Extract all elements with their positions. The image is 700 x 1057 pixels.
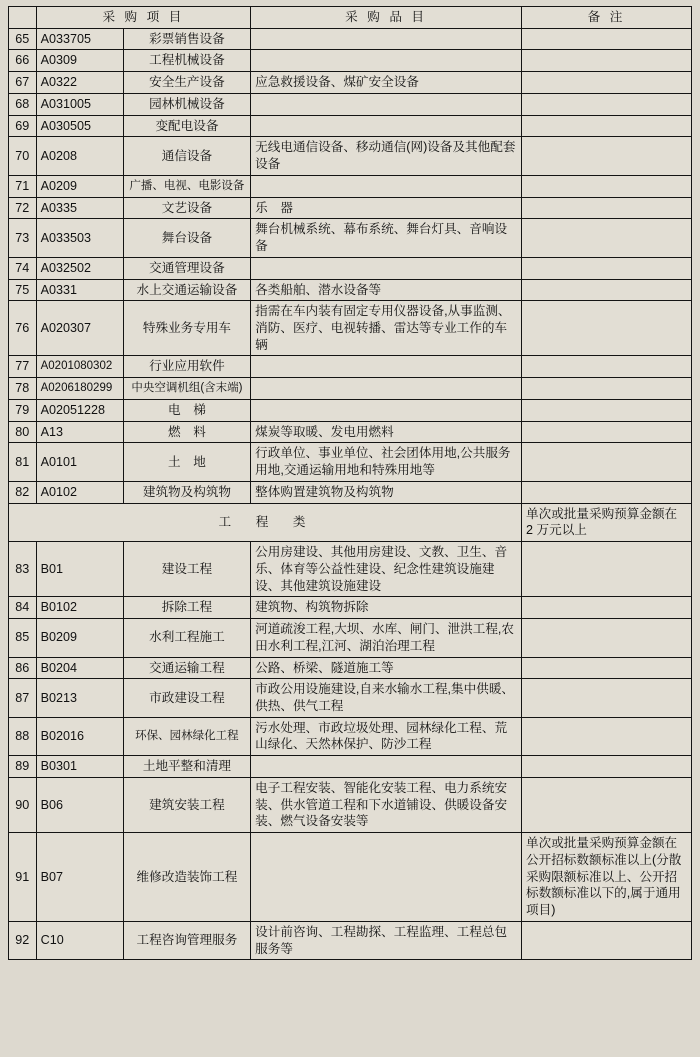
row-procurement-item: [251, 378, 522, 400]
row-project-name: 市政建设工程: [123, 679, 250, 717]
row-code: C10: [36, 921, 123, 959]
row-remark: [522, 399, 692, 421]
table-row: [9, 257, 692, 279]
section-label: 工 程 类: [9, 503, 522, 541]
row-remark: [522, 50, 692, 72]
table-row: [9, 279, 692, 301]
row-procurement-item: [251, 756, 522, 778]
table-row: [9, 72, 692, 94]
section-remark: 单次或批量采购预算金额在 2 万元以上: [522, 503, 692, 541]
row-procurement-item: [251, 833, 522, 922]
row-number: 85: [9, 619, 37, 657]
table-row: [9, 443, 692, 481]
row-remark: [522, 443, 692, 481]
row-procurement-item: 设计前咨询、工程勘探、工程监理、工程总包服务等: [251, 921, 522, 959]
procurement-table: [8, 6, 692, 960]
row-remark: [522, 421, 692, 443]
table-header: [9, 7, 692, 29]
row-remark: [522, 28, 692, 50]
table-row: [9, 833, 692, 922]
row-procurement-item: [251, 175, 522, 197]
row-code: A0309: [36, 50, 123, 72]
table-row: [9, 219, 692, 257]
row-number: 87: [9, 679, 37, 717]
row-project-name: 通信设备: [123, 137, 250, 175]
row-code: A0209: [36, 175, 123, 197]
row-project-name: 建筑安装工程: [123, 777, 250, 832]
table-row: [9, 175, 692, 197]
row-procurement-item: [251, 93, 522, 115]
table-row: [9, 197, 692, 219]
row-number: 68: [9, 93, 37, 115]
row-project-name: 建筑物及构筑物: [123, 481, 250, 503]
row-code: A0322: [36, 72, 123, 94]
table-row: [9, 28, 692, 50]
row-code: A033705: [36, 28, 123, 50]
row-remark: [522, 137, 692, 175]
row-number: 82: [9, 481, 37, 503]
row-project-name: 舞台设备: [123, 219, 250, 257]
row-remark: [522, 679, 692, 717]
row-procurement-item: 煤炭等取暖、发电用燃料: [251, 421, 522, 443]
row-number: 89: [9, 756, 37, 778]
row-number: 80: [9, 421, 37, 443]
row-procurement-item: 无线电通信设备、移动通信(网)设备及其他配套设备: [251, 137, 522, 175]
row-code: B0213: [36, 679, 123, 717]
row-number: 66: [9, 50, 37, 72]
row-project-name: 工程咨询管理服务: [123, 921, 250, 959]
row-code: A0331: [36, 279, 123, 301]
table-row: [9, 679, 692, 717]
row-number: 90: [9, 777, 37, 832]
row-procurement-item: 行政单位、事业单位、社会团体用地,公共服务用地,交通运输用地和特殊用地等: [251, 443, 522, 481]
row-remark: [522, 717, 692, 755]
table-row: [9, 542, 692, 597]
row-number: 86: [9, 657, 37, 679]
table-row: [9, 777, 692, 832]
row-code: A0102: [36, 481, 123, 503]
row-number: 65: [9, 28, 37, 50]
row-procurement-item: 公路、桥梁、隧道施工等: [251, 657, 522, 679]
row-code: A0201080302: [36, 356, 123, 378]
row-number: 84: [9, 597, 37, 619]
row-project-name: 建设工程: [123, 542, 250, 597]
table-body: [9, 28, 692, 960]
row-procurement-item: [251, 257, 522, 279]
row-procurement-item: 污水处理、市政垃圾处理、园林绿化工程、荒山绿化、天然林保护、防沙工程: [251, 717, 522, 755]
row-number: 74: [9, 257, 37, 279]
row-project-name: 特殊业务专用车: [123, 301, 250, 356]
row-number: 75: [9, 279, 37, 301]
row-code: A0206180299: [36, 378, 123, 400]
row-procurement-item: [251, 28, 522, 50]
table-row: [9, 717, 692, 755]
header-procurement-item: 采 购 品 目: [251, 7, 522, 29]
row-code: B0204: [36, 657, 123, 679]
row-project-name: 环保、园林绿化工程: [123, 717, 250, 755]
row-number: 67: [9, 72, 37, 94]
row-procurement-item: 市政公用设施建设,自来水输水工程,集中供暖、供热、供气工程: [251, 679, 522, 717]
row-project-name: 文艺设备: [123, 197, 250, 219]
row-project-name: 水利工程施工: [123, 619, 250, 657]
row-remark: [522, 356, 692, 378]
row-project-name: 交通管理设备: [123, 257, 250, 279]
table-row: [9, 421, 692, 443]
row-procurement-item: 建筑物、构筑物拆除: [251, 597, 522, 619]
row-code: B07: [36, 833, 123, 922]
row-code: A033503: [36, 219, 123, 257]
row-code: A0101: [36, 443, 123, 481]
row-number: 76: [9, 301, 37, 356]
row-project-name: 土地平整和清理: [123, 756, 250, 778]
row-code: B02016: [36, 717, 123, 755]
row-procurement-item: 乐 器: [251, 197, 522, 219]
row-project-name: 工程机械设备: [123, 50, 250, 72]
row-procurement-item: [251, 399, 522, 421]
row-number: 77: [9, 356, 37, 378]
row-procurement-item: 河道疏浚工程,大坝、水库、闸门、泄洪工程,农田水利工程,江河、湖泊治理工程: [251, 619, 522, 657]
row-remark: [522, 257, 692, 279]
table-row: [9, 619, 692, 657]
row-project-name: 园林机械设备: [123, 93, 250, 115]
row-number: 70: [9, 137, 37, 175]
row-project-name: 广播、电视、电影设备: [123, 175, 250, 197]
row-procurement-item: 整体购置建筑物及构筑物: [251, 481, 522, 503]
row-remark: [522, 175, 692, 197]
row-procurement-item: 指需在车内装有固定专用仪器设备,从事监测、消防、医疗、电视转播、雷达等专业工作的车辆: [251, 301, 522, 356]
table-row: [9, 378, 692, 400]
table-row: [9, 657, 692, 679]
row-remark: [522, 301, 692, 356]
row-remark: [522, 197, 692, 219]
row-remark: [522, 279, 692, 301]
row-procurement-item: [251, 356, 522, 378]
row-remark: [522, 597, 692, 619]
row-code: B01: [36, 542, 123, 597]
table-row: [9, 115, 692, 137]
row-code: A13: [36, 421, 123, 443]
row-project-name: 拆除工程: [123, 597, 250, 619]
row-project-name: 水上交通运输设备: [123, 279, 250, 301]
row-remark: [522, 542, 692, 597]
row-procurement-item: 舞台机械系统、幕布系统、舞台灯具、音响设备: [251, 219, 522, 257]
row-number: 73: [9, 219, 37, 257]
row-code: B0209: [36, 619, 123, 657]
row-code: A0208: [36, 137, 123, 175]
row-procurement-item: [251, 50, 522, 72]
row-project-name: 行业应用软件: [123, 356, 250, 378]
row-project-name: 维修改造装饰工程: [123, 833, 250, 922]
table-row: [9, 50, 692, 72]
table-row: [9, 481, 692, 503]
row-code: B0301: [36, 756, 123, 778]
row-code: A030505: [36, 115, 123, 137]
row-number: 79: [9, 399, 37, 421]
table-row: [9, 301, 692, 356]
row-project-name: 交通运输工程: [123, 657, 250, 679]
row-remark: [522, 777, 692, 832]
table-row: [9, 399, 692, 421]
table-row: [9, 356, 692, 378]
header-no: [9, 7, 37, 29]
row-number: 91: [9, 833, 37, 922]
row-number: 78: [9, 378, 37, 400]
row-number: 71: [9, 175, 37, 197]
table-row: [9, 137, 692, 175]
row-project-name: 燃 料: [123, 421, 250, 443]
row-project-name: 变配电设备: [123, 115, 250, 137]
row-code: B06: [36, 777, 123, 832]
section-row: [9, 503, 692, 541]
row-number: 69: [9, 115, 37, 137]
row-project-name: 电 梯: [123, 399, 250, 421]
row-procurement-item: 应急救援设备、煤矿安全设备: [251, 72, 522, 94]
row-remark: [522, 93, 692, 115]
row-code: A031005: [36, 93, 123, 115]
row-project-name: 中央空调机组(含末端): [123, 378, 250, 400]
row-procurement-item: 公用房建设、其他用房建设、文教、卫生、音乐、体育等公益性建设、纪念性建筑设施建设、其他建筑设施建设: [251, 542, 522, 597]
row-project-name: 土 地: [123, 443, 250, 481]
row-procurement-item: [251, 115, 522, 137]
row-number: 72: [9, 197, 37, 219]
table-header-row: [9, 7, 692, 29]
row-remark: [522, 219, 692, 257]
header-remark: 备 注: [522, 7, 692, 29]
row-procurement-item: 各类船舶、潜水设备等: [251, 279, 522, 301]
row-remark: 单次或批量采购预算金额在公开招标数额标准以上(分散采购限额标准以上、公开招标数额标准以下的,属于通用项目): [522, 833, 692, 922]
row-remark: [522, 72, 692, 94]
row-number: 81: [9, 443, 37, 481]
row-project-name: 彩票销售设备: [123, 28, 250, 50]
row-remark: [522, 115, 692, 137]
row-code: B0102: [36, 597, 123, 619]
row-remark: [522, 756, 692, 778]
row-remark: [522, 921, 692, 959]
row-remark: [522, 619, 692, 657]
row-code: A0335: [36, 197, 123, 219]
row-number: 83: [9, 542, 37, 597]
row-project-name: 安全生产设备: [123, 72, 250, 94]
row-remark: [522, 657, 692, 679]
table-row: [9, 756, 692, 778]
header-procurement-project: 采 购 项 目: [36, 7, 251, 29]
table-row: [9, 597, 692, 619]
table-row: [9, 921, 692, 959]
row-code: A02051228: [36, 399, 123, 421]
row-remark: [522, 378, 692, 400]
row-procurement-item: 电子工程安装、智能化安装工程、电力系统安装、供水管道工程和下水道铺设、供暖设备安装、燃气设备安装等: [251, 777, 522, 832]
row-number: 88: [9, 717, 37, 755]
row-remark: [522, 481, 692, 503]
row-number: 92: [9, 921, 37, 959]
table-row: [9, 93, 692, 115]
row-code: A020307: [36, 301, 123, 356]
row-code: A032502: [36, 257, 123, 279]
